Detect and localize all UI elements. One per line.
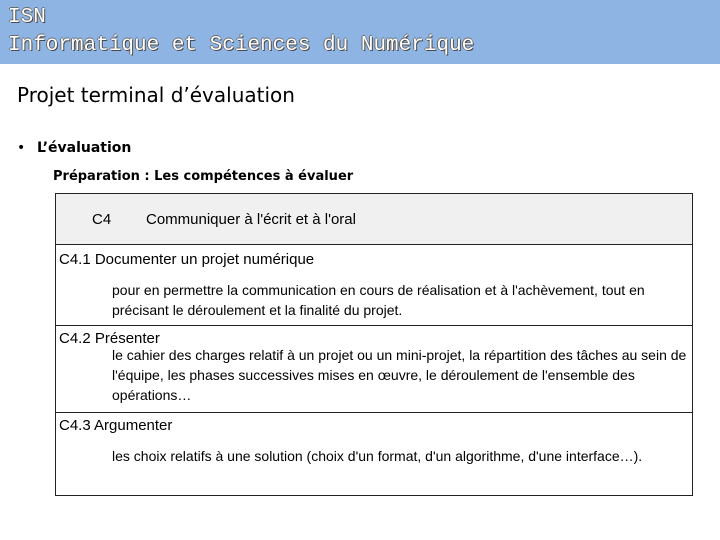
section-subheading: Préparation : Les compétences à évaluer	[53, 169, 354, 184]
page-title: Projet terminal d’évaluation	[17, 83, 295, 107]
header-banner	[0, 0, 720, 64]
bullet-item	[17, 140, 131, 156]
banner-subtitle: Informatique et Sciences du Numérique	[8, 34, 475, 57]
row-description: pour en permettre la communication en cours de réalisation et à l'achèvement, tout en précisant le déroulement et la finalité du projet.	[112, 282, 645, 318]
competence-code: C4	[92, 211, 112, 228]
table-row	[56, 326, 692, 413]
competence-table	[55, 193, 693, 496]
bullet-icon: •	[17, 140, 26, 156]
banner-title: ISN	[8, 6, 46, 29]
row-description: le cahier des charges relatif à un projet ou un mini-projet, la répartition des tâches au sein de l'équipe, les phases successives mises en œuvre, le déroulement de l'ensemble des opérations…	[112, 347, 687, 403]
row-title: C4.2 Présenter	[59, 330, 160, 347]
table-row	[56, 245, 692, 326]
row-title: C4.3 Argumenter	[59, 417, 173, 434]
competence-label: Communiquer à l'écrit et à l'oral	[146, 211, 356, 228]
row-title: C4.1 Documenter un projet numérique	[59, 251, 315, 268]
row-description: les choix relatifs à une solution (choix d'un format, d'un algorithme, d'une interface…).	[112, 448, 643, 464]
bullet-label: L’évaluation	[37, 140, 132, 156]
table-header-row	[56, 194, 692, 245]
table-row	[56, 413, 692, 495]
